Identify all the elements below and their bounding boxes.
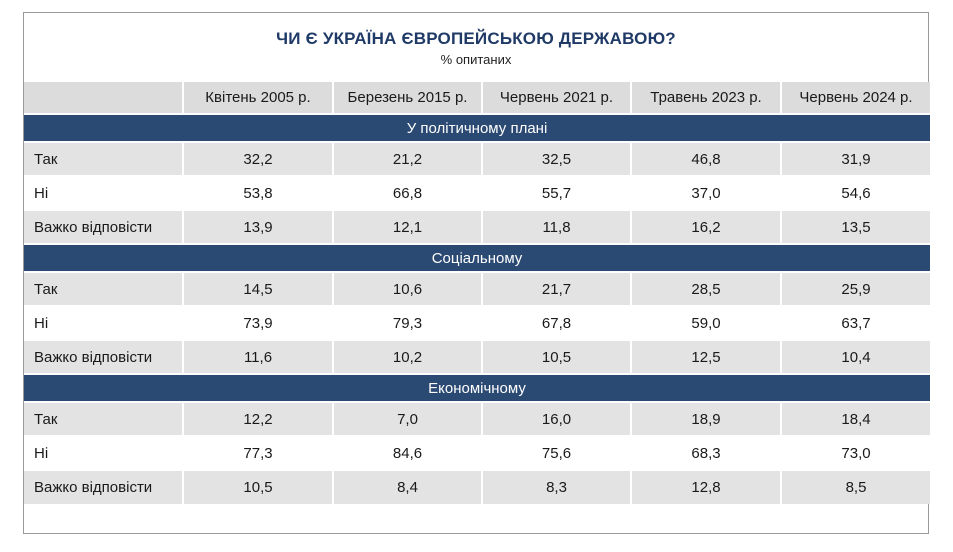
table-cell: 63,7 bbox=[781, 306, 930, 340]
section-heading-row bbox=[24, 244, 930, 272]
header-cell-jun-2021: Червень 2021 р. bbox=[482, 82, 631, 114]
table-cell: 13,5 bbox=[781, 210, 930, 244]
table-cell: 55,7 bbox=[482, 176, 631, 210]
table-cell: 32,5 bbox=[482, 142, 631, 176]
row-label: Ні bbox=[24, 436, 183, 470]
table-cell: 11,6 bbox=[183, 340, 333, 374]
header-cell-mar-2015: Березень 2015 р. bbox=[333, 82, 482, 114]
table-row bbox=[24, 402, 930, 436]
header-cell-label bbox=[24, 82, 183, 114]
table-row bbox=[24, 436, 930, 470]
table-cell: 73,9 bbox=[183, 306, 333, 340]
table-row bbox=[24, 142, 930, 176]
table-title: ЧИ Є УКРАЇНА ЄВРОПЕЙСЬКОЮ ДЕРЖАВОЮ? bbox=[276, 29, 676, 48]
section-heading-row bbox=[24, 114, 930, 142]
table-cell: 10,5 bbox=[183, 470, 333, 504]
table-cell: 54,6 bbox=[781, 176, 930, 210]
table-cell: 75,6 bbox=[482, 436, 631, 470]
header-cell-apr-2005: Квітень 2005 р. bbox=[183, 82, 333, 114]
table-cell: 32,2 bbox=[183, 142, 333, 176]
table-cell: 53,8 bbox=[183, 176, 333, 210]
table-cell: 46,8 bbox=[631, 142, 781, 176]
table-cell: 18,9 bbox=[631, 402, 781, 436]
row-label: Важко відповісти bbox=[24, 210, 183, 244]
table-cell: 77,3 bbox=[183, 436, 333, 470]
row-label: Важко відповісти bbox=[24, 470, 183, 504]
table-cell: 12,8 bbox=[631, 470, 781, 504]
section-heading-row bbox=[24, 374, 930, 402]
header-cell-jun-2024: Червень 2024 р. bbox=[781, 82, 930, 114]
header-cell-may-2023: Травень 2023 р. bbox=[631, 82, 781, 114]
table-row bbox=[24, 306, 930, 340]
row-label: Так bbox=[24, 142, 183, 176]
table-cell: 12,5 bbox=[631, 340, 781, 374]
table-cell: 21,2 bbox=[333, 142, 482, 176]
table-cell: 10,6 bbox=[333, 272, 482, 306]
table-cell: 7,0 bbox=[333, 402, 482, 436]
table-cell: 8,4 bbox=[333, 470, 482, 504]
table-cell: 25,9 bbox=[781, 272, 930, 306]
table-cell: 37,0 bbox=[631, 176, 781, 210]
table-cell: 12,2 bbox=[183, 402, 333, 436]
header-row bbox=[24, 82, 930, 114]
table-row bbox=[24, 176, 930, 210]
row-label: Так bbox=[24, 272, 183, 306]
table-cell: 16,2 bbox=[631, 210, 781, 244]
table-cell: 18,4 bbox=[781, 402, 930, 436]
table-cell: 79,3 bbox=[333, 306, 482, 340]
table-cell: 10,5 bbox=[482, 340, 631, 374]
table-row bbox=[24, 340, 930, 374]
table-cell: 84,6 bbox=[333, 436, 482, 470]
table-cell: 11,8 bbox=[482, 210, 631, 244]
table-cell: 16,0 bbox=[482, 402, 631, 436]
table-cell: 66,8 bbox=[333, 176, 482, 210]
row-label: Ні bbox=[24, 306, 183, 340]
table-row bbox=[24, 272, 930, 306]
table-subtitle: % опитаних bbox=[440, 52, 512, 67]
table-cell: 21,7 bbox=[482, 272, 631, 306]
table-cell: 12,1 bbox=[333, 210, 482, 244]
row-label: Важко відповісти bbox=[24, 340, 183, 374]
table-cell: 59,0 bbox=[631, 306, 781, 340]
table-cell: 67,8 bbox=[482, 306, 631, 340]
table-cell: 28,5 bbox=[631, 272, 781, 306]
table-cell: 8,5 bbox=[781, 470, 930, 504]
row-label: Ні bbox=[24, 176, 183, 210]
table-cell: 8,3 bbox=[482, 470, 631, 504]
table-row bbox=[24, 470, 930, 504]
table-cell: 10,4 bbox=[781, 340, 930, 374]
table-cell: 68,3 bbox=[631, 436, 781, 470]
section-heading: Соціальному bbox=[24, 244, 930, 272]
row-label: Так bbox=[24, 402, 183, 436]
survey-table bbox=[24, 82, 930, 504]
table-cell: 14,5 bbox=[183, 272, 333, 306]
table-row bbox=[24, 210, 930, 244]
section-heading: Економічному bbox=[24, 374, 930, 402]
table-cell: 73,0 bbox=[781, 436, 930, 470]
table-cell: 13,9 bbox=[183, 210, 333, 244]
table-cell: 10,2 bbox=[333, 340, 482, 374]
section-heading: У політичному плані bbox=[24, 114, 930, 142]
table-cell: 31,9 bbox=[781, 142, 930, 176]
